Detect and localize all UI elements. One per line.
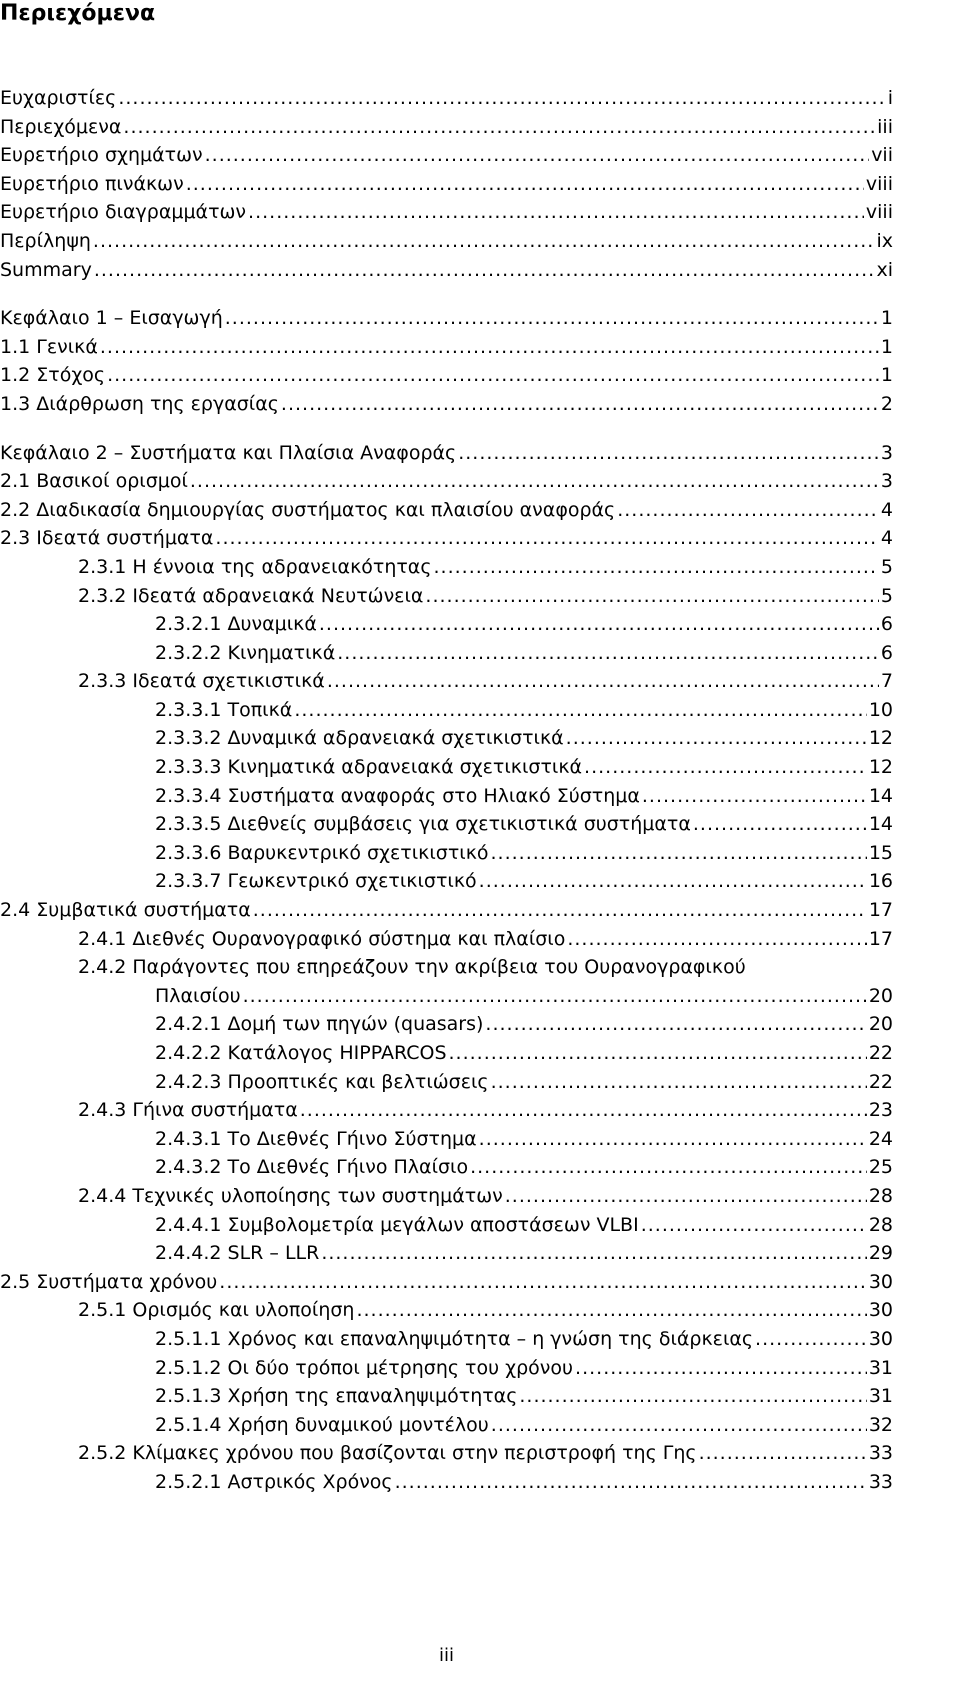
toc-entry[interactable] — [0, 839, 893, 868]
toc-entry[interactable] — [0, 1010, 893, 1039]
toc-entry-label: 2.5 Συστήματα χρόνου — [0, 1270, 218, 1293]
toc-leader-dots — [321, 1239, 867, 1268]
toc-leader-dots — [100, 333, 879, 362]
toc-entry[interactable] — [0, 639, 893, 668]
toc-entry-label: 2.5.1.3 Χρήση της επαναληψιμότητας — [155, 1385, 518, 1408]
toc-entry-page: 4 — [880, 498, 893, 521]
toc-entry[interactable] — [0, 1182, 893, 1211]
toc-entry-page: 3 — [880, 470, 893, 493]
toc-entry-label: Κεφάλαιο 1 – Εισαγωγή — [0, 307, 223, 330]
toc-entry-label: 2.3 Ιδεατά συστήματα — [0, 527, 214, 550]
toc-entry[interactable] — [0, 696, 893, 725]
toc-entry-page: 30 — [868, 1299, 893, 1322]
toc-entry-label: 2.4.2.1 Δομή των πηγών (quasars) — [155, 1013, 484, 1036]
toc-entry[interactable] — [0, 896, 893, 925]
toc-entry[interactable] — [0, 582, 893, 611]
toc-leader-dots — [356, 1296, 866, 1325]
toc-leader-dots — [566, 724, 867, 753]
toc-entry-label: 2.3.3.2 Δυναμικά αδρανειακά σχετικιστικά — [155, 727, 564, 750]
toc-entry-page: 23 — [868, 1099, 893, 1122]
toc-leader-dots — [205, 141, 870, 170]
toc-entry[interactable] — [0, 1068, 893, 1097]
toc-entry-page: 1 — [880, 307, 893, 330]
toc-entry-page: 1 — [880, 364, 893, 387]
toc-leader-dots — [617, 496, 879, 525]
toc-leader-dots — [479, 1125, 867, 1154]
toc-leader-dots — [434, 553, 879, 582]
toc-leader-dots — [641, 1211, 867, 1240]
toc-entry[interactable] — [0, 1411, 893, 1440]
toc-leader-dots — [186, 170, 864, 199]
page-number: iii — [438, 1645, 454, 1666]
toc-entry-page: vii — [871, 144, 893, 167]
toc-entry-page: 7 — [880, 670, 893, 693]
toc-entry-label: 2.4.4 Τεχνικές υλοποίησης των συστημάτων — [78, 1184, 503, 1207]
toc-entry[interactable] — [0, 782, 893, 811]
toc-entry-page: 20 — [868, 1013, 893, 1036]
toc-entry[interactable] — [0, 953, 893, 982]
toc-entry-label: 2.4.3 Γήινα συστήματα — [78, 1099, 298, 1122]
toc-entry-label: Ευρετήριο σχημάτων — [0, 144, 203, 167]
toc-entry-label: Summary — [0, 258, 92, 281]
toc-entry-label: 2.5.2 Κλίμακες χρόνου που βασίζονται στην περιστροφή της Γης — [78, 1442, 697, 1465]
toc-entry-page: 15 — [868, 841, 893, 864]
toc-entry-page: 30 — [868, 1270, 893, 1293]
toc-entry-label: 2.4.1 Διεθνές Ουρανογραφικό σύστημα και πλαίσιο — [78, 927, 566, 950]
toc-entry[interactable] — [0, 1325, 893, 1354]
toc-entry[interactable] — [0, 227, 893, 256]
toc-leader-dots — [215, 524, 878, 553]
toc-entry[interactable] — [0, 724, 893, 753]
toc-entry[interactable] — [0, 141, 893, 170]
toc-entry-page: 12 — [868, 727, 893, 750]
toc-entry-page: 2 — [880, 392, 893, 415]
toc-leader-dots — [118, 84, 885, 113]
toc-entry-page: 29 — [868, 1242, 893, 1265]
toc-entry[interactable] — [0, 333, 893, 362]
toc-entry-page: 24 — [868, 1127, 893, 1150]
toc-leader-dots — [395, 1468, 867, 1497]
toc-entry-page: 31 — [868, 1385, 893, 1408]
page-title: Περιεχόμενα — [0, 1, 156, 26]
toc-entry-page: iii — [877, 115, 893, 138]
toc-entry[interactable] — [0, 524, 893, 553]
toc-entry-label: 1.3 Διάρθρωση της εργασίας — [0, 392, 279, 415]
toc-entry-page: i — [887, 87, 893, 109]
toc-leader-dots — [219, 1268, 867, 1297]
toc-entry[interactable] — [0, 867, 893, 896]
toc-leader-dots — [107, 361, 879, 390]
toc-entry[interactable] — [0, 553, 893, 582]
toc-entry-label: 2.3.2 Ιδεατά αδρανειακά Νευτώνεια — [78, 584, 424, 607]
toc-entry-page: 5 — [880, 555, 893, 578]
toc-entry-label: 2.3.3.5 Διεθνείς συμβάσεις για σχετικιστικά συστήματα — [155, 813, 691, 836]
toc-entry[interactable] — [0, 84, 893, 113]
toc-entry-label: 2.3.3.1 Τοπικά — [155, 698, 293, 721]
toc-entry-label: 2.3.2.2 Κινηματικά — [155, 641, 336, 664]
toc-entry[interactable] — [0, 496, 893, 525]
toc-leader-dots — [699, 1439, 867, 1468]
toc-leader-dots — [337, 639, 879, 668]
toc-entry[interactable] — [0, 439, 893, 468]
toc-entry-label: 2.4.4.2 SLR – LLR — [155, 1242, 320, 1265]
toc-entry-label: 2.5.1.4 Χρήση δυναμικού μοντέλου — [155, 1413, 489, 1436]
toc-entry[interactable] — [0, 198, 893, 227]
toc-entry[interactable] — [0, 1211, 893, 1240]
toc-leader-dots — [491, 1411, 867, 1440]
toc-entry[interactable] — [0, 1468, 893, 1497]
toc-entry[interactable] — [0, 304, 893, 333]
toc-entry[interactable] — [0, 1239, 893, 1268]
toc-entry-page: xi — [876, 258, 893, 281]
toc-entry-page: 14 — [868, 813, 893, 836]
toc-leader-dots — [567, 925, 866, 954]
toc-leader-dots — [319, 610, 879, 639]
toc-entry-page: 4 — [880, 527, 893, 550]
toc-entry-page: 17 — [868, 899, 893, 922]
toc-entry[interactable] — [0, 1153, 893, 1182]
toc-leader-dots — [243, 982, 867, 1011]
toc-entry-label: 2.1 Βασικοί ορισμοί — [0, 470, 188, 493]
toc-entry-label: 2.4.3.2 Το Διεθνές Γήινο Πλαίσιο — [155, 1156, 469, 1179]
toc-entry-label: 2.5.1.2 Οι δύο τρόποι μέτρησης του χρόνου — [155, 1356, 574, 1379]
toc-entry[interactable] — [0, 1296, 893, 1325]
toc-leader-dots — [294, 696, 866, 725]
toc-entry-page: 3 — [880, 441, 893, 464]
toc-leader-dots — [225, 304, 879, 333]
toc-leader-dots — [479, 867, 867, 896]
toc-entry-label: 2.3.3 Ιδεατά σχετικιστικά — [78, 670, 325, 693]
toc-leader-dots — [575, 1354, 867, 1383]
toc-entry[interactable] — [0, 667, 893, 696]
toc-leader-dots — [93, 227, 875, 256]
toc-entry[interactable] — [0, 170, 893, 199]
toc-entry-page: 30 — [868, 1327, 893, 1350]
toc-leader-dots — [190, 467, 879, 496]
toc-entry-label: Περιεχόμενα — [0, 115, 122, 138]
toc-entry-page: 1 — [880, 335, 893, 358]
toc-entry-label: Περίληψη — [0, 229, 91, 252]
toc-leader-dots — [458, 439, 879, 468]
toc-leader-dots — [327, 667, 879, 696]
toc-leader-dots — [470, 1153, 867, 1182]
toc-entry-label: 2.4.2.3 Προοπτικές και βελτιώσεις — [155, 1070, 489, 1093]
toc-leader-dots — [491, 1068, 867, 1097]
toc-entry-page: 14 — [868, 784, 893, 807]
toc-entry-page: 33 — [868, 1442, 893, 1465]
toc-entry[interactable] — [0, 925, 893, 954]
table-of-contents — [0, 84, 893, 1497]
toc-entry[interactable] — [0, 1125, 893, 1154]
toc-entry-page: ix — [876, 229, 893, 252]
toc-entry-page: viii — [865, 201, 893, 224]
toc-entry-page: 10 — [868, 698, 893, 721]
toc-entry-label: 1.1 Γενικά — [0, 335, 98, 358]
toc-entry-label: Πλαισίου — [155, 984, 241, 1007]
toc-leader-dots — [281, 390, 879, 419]
toc-entry-page: 25 — [868, 1156, 893, 1179]
toc-entry[interactable] — [0, 361, 893, 390]
toc-entry-label: 2.3.1 Η έννοια της αδρανειακότητας — [78, 555, 432, 578]
toc-entry-label: 2.3.3.7 Γεωκεντρικό σχετικιστικό — [155, 870, 477, 893]
toc-entry-label: 2.5.2.1 Αστρικός Χρόνος — [155, 1470, 393, 1493]
toc-entry-page: 31 — [868, 1356, 893, 1379]
toc-entry-label: 2.5.1.1 Χρόνος και επαναληψιμότητα – η γνώση της διάρκειας — [155, 1327, 754, 1350]
toc-leader-dots — [248, 198, 864, 227]
toc-entry-label: 2.4 Συμβατικά συστήματα — [0, 899, 251, 922]
toc-entry-page: 32 — [868, 1413, 893, 1436]
toc-entry-page: 33 — [868, 1470, 893, 1493]
toc-entry-page: 17 — [868, 927, 893, 950]
toc-entry-page: viii — [865, 172, 893, 195]
toc-entry-page: 28 — [868, 1184, 893, 1207]
toc-entry[interactable] — [0, 113, 893, 142]
toc-entry-page: 28 — [868, 1213, 893, 1236]
toc-entry-label: 2.3.2.1 Δυναμικά — [155, 613, 317, 636]
toc-entry-page: 16 — [868, 870, 893, 893]
toc-entry-page: 20 — [868, 984, 893, 1007]
toc-leader-dots — [519, 1382, 866, 1411]
toc-entry-page: 6 — [880, 613, 893, 636]
toc-entry-label: Ευρετήριο διαγραμμάτων — [0, 201, 247, 224]
toc-entry[interactable] — [0, 1096, 893, 1125]
toc-leader-dots — [425, 582, 879, 611]
toc-entry-label: 2.4.2.2 Κατάλογος HIPPARCOS — [155, 1042, 447, 1064]
toc-leader-dots — [253, 896, 867, 925]
toc-entry[interactable] — [0, 1268, 893, 1297]
toc-entry-label: Ευρετήριο πινάκων — [0, 172, 184, 195]
toc-entry-page: 22 — [868, 1070, 893, 1093]
toc-entry[interactable] — [0, 1439, 893, 1468]
toc-entry[interactable] — [0, 256, 893, 285]
toc-entry-label: 2.2 Διαδικασία δημιουργίας συστήματος και πλαισίου αναφοράς — [0, 498, 616, 521]
toc-entry-label: 2.4.2 Παράγοντες που επηρεάζουν την ακρίβεια του Ουρανογραφικού — [78, 956, 746, 979]
toc-entry-label: Ευχαριστίες — [0, 87, 117, 109]
toc-entry-label: 2.3.3.6 Βαρυκεντρικό σχετικιστικό — [155, 841, 489, 864]
toc-entry-page: 5 — [880, 584, 893, 607]
toc-entry-page: 6 — [880, 641, 893, 664]
toc-entry[interactable] — [0, 1354, 893, 1383]
toc-entry[interactable] — [0, 1039, 893, 1068]
toc-leader-dots — [693, 810, 867, 839]
toc-entry-label: 2.5.1 Ορισμός και υλοποίηση — [78, 1299, 355, 1322]
toc-leader-dots — [485, 1010, 866, 1039]
toc-leader-dots — [300, 1096, 867, 1125]
toc-leader-dots — [584, 753, 867, 782]
toc-entry[interactable] — [0, 467, 893, 496]
toc-entry-label: 2.3.3.4 Συστήματα αναφοράς στο Ηλιακό Σύστημα — [155, 784, 640, 807]
toc-entry[interactable] — [0, 1382, 893, 1411]
toc-entry-label: Κεφάλαιο 2 – Συστήματα και Πλαίσια Αναφοράς — [0, 441, 457, 464]
toc-leader-dots — [94, 256, 875, 285]
toc-entry[interactable] — [0, 810, 893, 839]
toc-leader-dots — [755, 1325, 867, 1354]
toc-entry[interactable] — [0, 390, 893, 419]
toc-leader-dots — [123, 113, 875, 142]
toc-entry[interactable] — [0, 982, 893, 1011]
toc-leader-dots — [642, 782, 867, 811]
toc-leader-dots — [505, 1182, 867, 1211]
toc-entry-label: 2.3.3.3 Κινηματικά αδρανειακά σχετικιστικά — [155, 756, 583, 779]
toc-entry[interactable] — [0, 610, 893, 639]
toc-entry-label: 2.4.3.1 Το Διεθνές Γήινο Σύστημα — [155, 1127, 477, 1150]
toc-entry-page: 22 — [868, 1042, 893, 1064]
toc-entry-label: 2.4.4.1 Συμβολομετρία μεγάλων αποστάσεων VLBI — [155, 1213, 639, 1236]
toc-leader-dots — [449, 1039, 867, 1068]
toc-entry-label: 1.2 Στόχος — [0, 364, 106, 387]
toc-entry-page: 12 — [868, 756, 893, 779]
toc-entry[interactable] — [0, 753, 893, 782]
toc-leader-dots — [491, 839, 867, 868]
